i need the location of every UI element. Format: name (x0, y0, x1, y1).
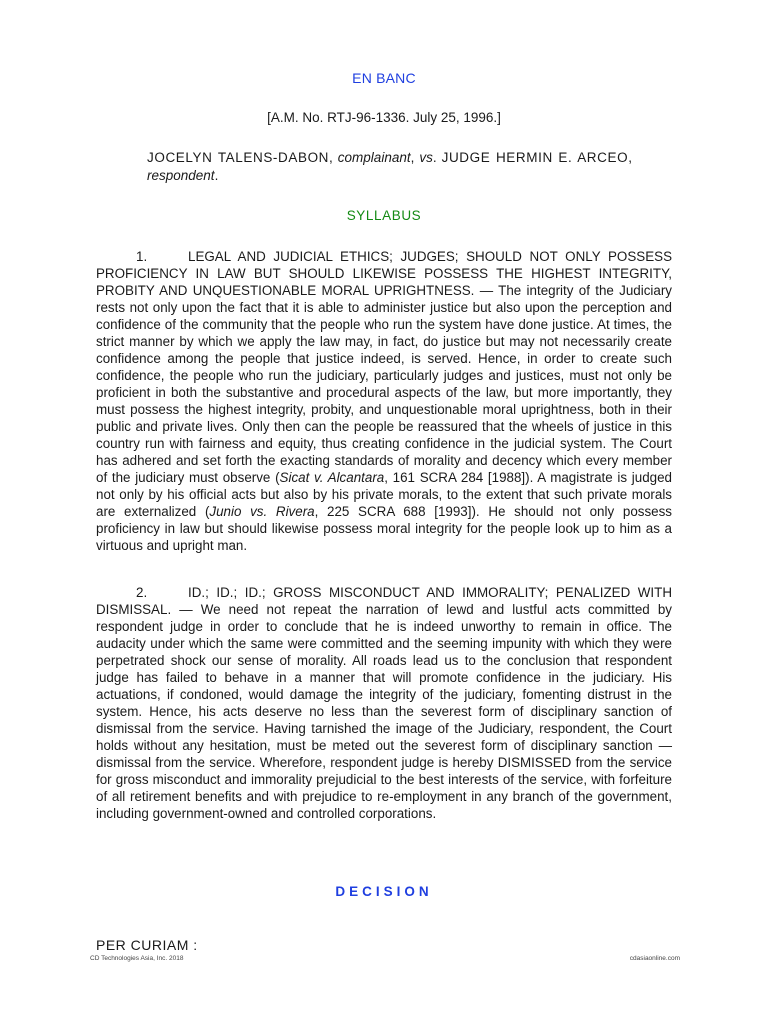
separator: . (214, 168, 219, 183)
separator: . (432, 150, 442, 165)
syllabus-paragraph-1 (96, 248, 672, 554)
respondent-role: respondent (147, 168, 215, 183)
paragraph-heading: LEGAL AND JUDICIAL ETHICS; JUDGES; SHOULD NOT ONLY POSSESS PROFICIENCY IN LAW BUT SHOULD LIKEWISE POSSESS THE HIGHEST INTEGRITY, PROBITY AND UNQUESTIONABLE MORAL UPRIGHTNESS. — (96, 249, 672, 298)
citation: Sicat v. Alcantara (279, 470, 385, 485)
paragraph-number: 1. (136, 249, 148, 264)
respondent-name: JUDGE HERMIN E. ARCEO (441, 150, 629, 165)
syllabus-paragraph-2 (96, 584, 672, 822)
complainant-role: complainant (337, 150, 411, 165)
case-parties (147, 149, 632, 185)
paragraph-heading: ID.; ID.; ID.; GROSS MISCONDUCT AND IMMORALITY; PENALIZED WITH DISMISSAL. — (96, 585, 672, 617)
per-curiam-text: PER CURIAM (96, 937, 189, 953)
versus: vs (419, 150, 433, 165)
paragraph-number: 2. (136, 585, 148, 600)
colon: : (188, 937, 198, 953)
complainant-name: JOCELYN TALENS-DABON (147, 150, 330, 165)
citation: Junio vs. Rivera (209, 504, 315, 519)
syllabus-heading: SYLLABUS (346, 208, 422, 223)
case-number: [A.M. No. RTJ-96-1336. July 25, 1996.] (267, 110, 501, 125)
footer-copyright: CD Technologies Asia, Inc. 2018 (90, 955, 184, 962)
per-curiam-label (96, 937, 198, 953)
footer-website: cdasiaonline.com (629, 955, 680, 962)
separator: , (628, 150, 632, 165)
paragraph-text: , 225 SCRA 688 [1993]). He should not only possess proficiency in law but should likewise possess moral integrity for the people look up to him as a virtuous and upright man. (96, 504, 672, 553)
decision-heading: DECISION (335, 884, 433, 899)
separator: , (410, 150, 420, 165)
paragraph-text: , 161 SCRA 284 [1988]). A magistrate is judged not only by his official acts but also by his private morals, to the extent that such private morals are externalized ( (96, 470, 672, 519)
paragraph-text: We need not repeat the narration of lewd and lustful acts committed by respondent judge in order to conclude that he is indeed unworthy to remain in office. The audacity under which the same were committed and the seeming impunity with which they were perpetrated shock our sense of morality. All roads lead us to the conclusion that respondent judge has failed to behave in a manner that will promote confidence in the judiciary. His actuations, if condoned, would damage the integrity of the judiciary, fomenting distrust in the system. Hence, his acts deserve no less than the severest form of disciplinary sanction of dismissal from the service. Having tarnished the image of the Judiciary, respondent, the Court holds without any hesitation, must be meted out the severest form of disciplinary sanction — dismissal from the service. Wherefore, respondent judge is hereby DISMISSED from the service for gross misconduct and immorality prejudicial to the best interests of the service, with forfeiture of all retirement benefits and with prejudice to re-employment in any branch of the government, including government-owned and controlled corporations. (96, 602, 672, 821)
court-division: EN BANC (352, 70, 416, 86)
separator: , (329, 150, 338, 165)
paragraph-text: The integrity of the Judiciary rests not only upon the fact that it is able to administer justice but also upon the perception and confidence of the community that the people who run the system have done justice. At times, the strict manner by which we apply the law may, in fact, do justice but may not necessarily create confidence among the people that justice indeed, is served. Hence, in order to create such confidence, the people who run the judiciary, particularly judges and justices, must not only be proficient in both the substantive and procedural aspects of the law, but more importantly, they must possess the highest integrity, probity, and unquestionable moral uprightness, both in their public and private lives. Only then can the people be reassured that the wheels of justice in this country run with fairness and equity, thus creating confidence in the judicial system. The Court has adhered and set forth the exacting standards of morality and decency which every member of the judiciary must observe ( (96, 283, 672, 485)
